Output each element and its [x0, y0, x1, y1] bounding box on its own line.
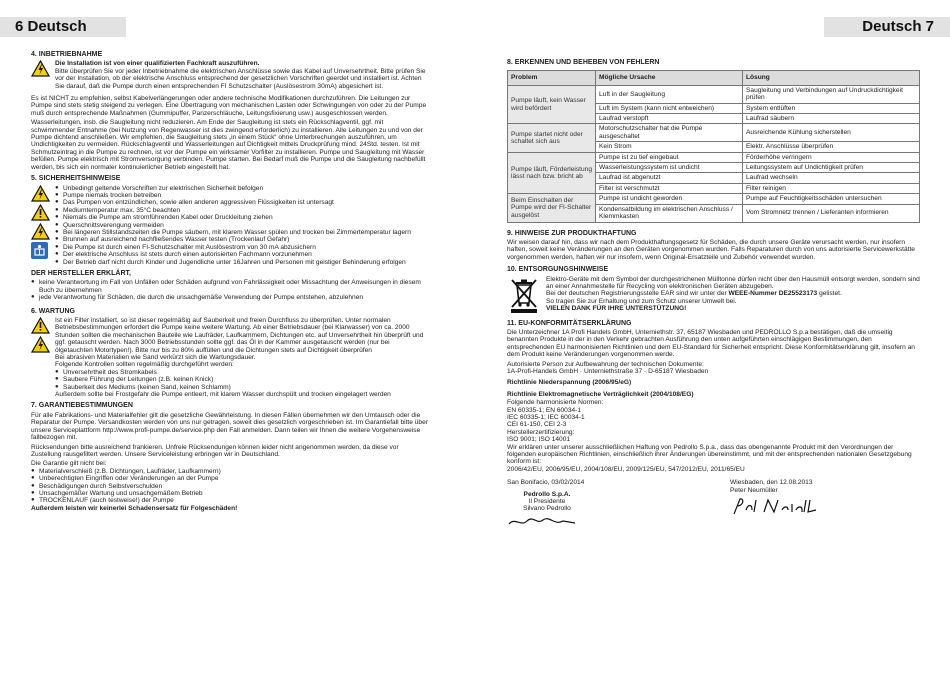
solution-cell: Elektr. Anschlüsse überprüfen: [743, 142, 920, 152]
paragraph: Wir erklären unter unserer ausschließlichen Haftung von Pedrollo S.p.a., dass das obengenannte Produkt mit den Verordnungen der folgenden europäischen Richtlinien, einschließlich ihrer Änderungen übereinstimmt, und mit der entsprechenden nationalen Gesetzgebung konform ist:: [507, 443, 912, 466]
paragraph: So tragen Sie zur Erhaltung und zum Schutz unserer Umwelt bei.: [546, 297, 737, 305]
paragraph: Autorisierte Person zur Aufbewahrung der technischen Dokumente:: [507, 360, 704, 368]
warning-block-installation: [31, 60, 428, 90]
section-title-fehler: 8. ERKENNEN UND BEHEBEN VON FEHLERN: [507, 59, 660, 66]
signature-left-date: San Bonifacio, 03/02/2014: [507, 479, 585, 487]
warranty-exclusion-item: ● Unberechtigten Eingriffen oder Veränderungen an der Pumpe: [31, 475, 428, 482]
crossed-out-bin-icon: [507, 276, 541, 314]
warranty-exclusion-item: ● TROCKENLAUF (auch testweise!) der Pumpe: [31, 497, 428, 504]
section-title-konformitaet: 11. EU-KONFORMITÄTSERKLÄRUNG: [507, 319, 632, 327]
cause-cell: Pumpe ist undicht geworden: [596, 194, 743, 204]
directive-low-voltage: Richtlinie Niederspannung (2006/95/eG): [507, 379, 632, 387]
safety-item: ● Niemals die Pumpe am stromführenden Kabel oder Druckleitung ziehen: [55, 214, 428, 221]
page-header-left: 6 Deutsch: [0, 17, 126, 37]
paragraph: Wasserleitungen, insb. die Saugleitung nicht reduzieren. Am Ende der Saugleitung ist stets ein Rückschlagventil, ggf. mit schwimmender Entnahme (bei Nutzung von Regenwasser ist dies zwingend erforderlich) zu installieren. Alle Leitungen zu und von der Pumpe dichtend anschließen. Wir empfehlen, die Saugleitung stets „in einem Stück“ ohne Unterbrechungen auszuführen, um Undichtigkeiten zu vermeiden. Rückschlagventil und Wasserleitungen auf Dichtigkeit mittels Druckprüfung mind. 24Std. testen. Ist mit Schmutzeintrag in die Pumpe zu rechnen, ist vor der Pumpe ein wirksamer Vorfilter zu installieren. Pumpe und Saugleitung mit Wasser befüllen. Pumpe elektrisch mit Stromversorgung verbinden. Pumpe starten. Bei Bedarf muß die Pumpe und die Saugleitung nachbefüllt werden, bis sich ein normaler kontinuierlicher Betrieb eingestellt hat.: [31, 119, 426, 171]
solution-cell: Förderhöhe verringern: [743, 152, 920, 162]
handwritten-signature-left: [507, 515, 577, 529]
norm-line: Herstellerzertifizierung:: [507, 428, 575, 436]
warning-icon: [31, 336, 50, 353]
cause-cell: Wasserleistungssystem ist undicht: [596, 163, 743, 173]
table-row: [508, 194, 920, 204]
table-row: [508, 152, 920, 162]
cause-cell: Kondensatbildung im elektrischen Anschluss / Klemmkasten: [596, 204, 743, 222]
paragraph: Für alle Fabrikations- und Materialfehler gilt die gesetzliche Gewährleistung. In diesen Fällen übernehmen wir den Umtausch oder die Reparatur der Pumpe. Versandkosten werden von uns nur getragen, soweit dies gesetzlich vorgeschrieben ist. Im Garantiefall bitte über unsere Serviceplattform http://www.profi-pumpe.de/service.php den Fall anmelden. Dann teilen wir Ihnen die weitere Vorgehensweise fallbezogen mit.: [31, 411, 428, 442]
paragraph: Die Unterzeichner 1A Profi Handels GmbH, Unterniethstr. 37, 65187 Wiesbaden und PEDROLLO S.p.a bestätigen, daß die umseitig benannten Produkte in der in den Verkehr gebrachten Ausführung den unten aufgeführten einschlägigen Bestimmungen, den entsprechenden EU harmonisierten Richtlinien und dem EU-Standard für Sicherheit entspricht. Diese Konformitätserklärung gilt, insofern an dem Produkt keine Veränderungen vorgenommen werde.: [507, 328, 915, 359]
norm-line: ISO 9001; ISO 14001: [507, 436, 571, 444]
problem-cell: Beim Einschalten der Pumpe wird der FI-Schalter ausgelöst: [508, 194, 596, 222]
stamp-line: Il Presidente: [528, 498, 566, 506]
company-stamp: [507, 491, 587, 513]
cause-cell: Motorschutzschalter hat die Pumpe ausgeschaltet: [596, 124, 743, 142]
solution-cell: Saugleitung und Verbindungen auf Undruckdichtigkeit prüfen: [743, 85, 920, 103]
stamp-line: Silvano Pedrollo: [523, 505, 571, 513]
safety-item: ● Der Betrieb darf nicht durch Kinder und Jugendliche unter 16Jahren und Personen mit geistiger Behinderung erfolgen: [55, 259, 428, 266]
column-header: Lösung: [743, 71, 920, 85]
safety-item: ● Querschnittsverengung vermeiden: [55, 222, 428, 229]
column-header: Problem: [508, 71, 596, 85]
signature-right: [730, 479, 920, 531]
safety-item: ● Das Pumpen von entzündlichen, sowie allen anderen aggressiven Flüssigkeiten ist untersagt: [55, 199, 428, 206]
solution-cell: Laufrad säubern: [743, 114, 920, 124]
cause-cell: Filter ist verschmutzt: [596, 183, 743, 193]
handwritten-signature-right: [730, 496, 820, 518]
maintenance-block: [31, 317, 428, 398]
manufacturer-item: ● keine Verantwortung im Fall von Unfällen oder Schäden aufgrund von Fahrlässigkeit oder Missachtung der Anweisungen in diesem Buch zu übernehmen: [31, 279, 428, 294]
weee-number: WEEE-Nummer DE25523173: [728, 290, 818, 298]
solution-cell: Leitungssystem auf Undichtigkeit prüfen: [743, 163, 920, 173]
paragraph: Außerdem sollte bei Frostgefahr die Pumpe entleert, mit klarem Wasser durchspült und trocken eingelagert werden: [55, 391, 391, 399]
table-row: [508, 124, 920, 142]
solution-cell: Ausreichende Kühlung sicherstellen: [743, 124, 920, 142]
cause-cell: Kein Strom: [596, 142, 743, 152]
signature-right-name: Peter Neumüller: [730, 486, 778, 494]
manufacturer-item: ● jede Verantwortung für Schäden, die durch die unsachgemäße Verwendung der Pumpe entstehen, abzulehnen: [31, 294, 428, 301]
section-title-inbetriebnahme: 4. INBETRIEBNAHME: [31, 51, 103, 58]
weee-text: Bei der deutschen Registrierungsstelle EAR sind wir unter der: [546, 290, 729, 298]
solution-cell: Filter reinigen: [743, 183, 920, 193]
solution-cell: Vom Stromnetz trennen / Lieferanten informieren: [743, 204, 920, 222]
cause-cell: Luft in der Saugleitung: [596, 85, 743, 103]
stamp-line: Pedrollo S.p.A.: [523, 490, 571, 498]
installation-warning-heading: Die Installation ist von einer qualifizierten Fachkraft auszuführen.: [55, 60, 260, 68]
norm-line: CEI 61-150, CEI 2-3: [507, 421, 567, 429]
norm-line: IEC 60335-1; IEC 60034-1: [507, 414, 585, 421]
norm-line: Folgende harmonisierte Normen:: [507, 399, 604, 407]
cause-cell: Laufrad ist abgenutzt: [596, 173, 743, 183]
problem-cell: Pumpe startet nicht oder schaltet sich aus: [508, 124, 596, 152]
warranty-exclusion-item: ● Unsachgemäßer Wartung und unsachgemäßem Betrieb: [31, 490, 428, 497]
manual-icon: [31, 242, 48, 259]
warning-icon: [31, 185, 50, 202]
safety-item: ● Bei längeren Stillstandszeiten die Pumpe säubern, mit klarem Wasser spülen und trocken bei Zimmertemperatur lagern: [55, 229, 428, 236]
section-title-garantie: 7. GARANTIEBESTIMMUNGEN: [31, 402, 133, 410]
left-column: [31, 48, 428, 512]
safety-item: ● Brunnen auf ausreichend nachfließendes Wasser testen (Trockenlauf Gefahr): [55, 236, 428, 243]
paragraph: Bei abrasiven Materialien wie Sand verkürzt sich die Wartungsdauer.: [55, 354, 256, 362]
safety-item: ● Der elektrische Anschluss ist stets durch einen autorisierten Fachmann vorzunehmen: [55, 251, 428, 258]
weee-text-end: gelistet.: [817, 290, 842, 298]
maintenance-item: ● Sauberkeit des Mediums (keinen Sand, keinen Schlamm): [55, 384, 428, 391]
warning-icon: [31, 204, 50, 221]
thanks-note: VIELEN DANK FÜR IHRE UNTERSTÜTZUNG!: [546, 305, 687, 313]
paragraph: Folgende Kontrollen sollten regelmäßig durchgeführt werden:: [55, 361, 234, 369]
table-row: [508, 85, 920, 103]
disposal-block: [507, 276, 920, 314]
problem-cell: Pumpe läuft, kein Wasser wird befördert: [508, 85, 596, 124]
signature-left: [507, 479, 687, 531]
page-header-right: Deutsch 7: [824, 17, 950, 37]
right-column: [507, 56, 920, 531]
manufacturer-declaration-title: DER HERSTELLER ERKLÄRT,: [31, 269, 131, 277]
problem-cell: Pumpe läuft, Förderleistung lässt nach bzw. bricht ab: [508, 152, 596, 194]
solution-cell: System entlüften: [743, 103, 920, 113]
warranty-exclusion-item: ● Beschädigungen durch Selbstverschulden: [31, 483, 428, 490]
safety-item: ● Pumpe niemals trocken betreiben: [55, 192, 428, 199]
warning-icon: [31, 60, 50, 77]
safety-item: ● Mediumtemperatur max. 35°C beachten: [55, 207, 428, 214]
signature-right-date: Wiesbaden, den 12.08.2013: [730, 479, 813, 487]
paragraph: Rücksendungen bitte ausreichend frankieren. Unfreie Rücksendungen können leider nicht angenommen werden, da diese vor Zustellung rausgefiltert werden. Unsere Serviceleistung erbringen wir in Deutschland.: [31, 443, 399, 458]
paragraph: [546, 290, 920, 297]
directive-emc: Richtlinie Elektromagnetische Verträglichkeit (2004/108/EG): [507, 390, 694, 398]
norm-line: EN 60335-1; EN 60034-1: [507, 406, 582, 414]
paragraph: 1A-Profi-Handels GmbH · Unterniethstraße 37 · D-65187 Wiesbaden: [507, 367, 709, 375]
warranty-final-note: Außerdem leisten wir keinerlei Schadensersatz für Folgeschäden!: [31, 504, 238, 512]
cause-cell: Pumpe ist zu tief eingebaut: [596, 152, 743, 162]
maintenance-item: ● Saubere Führung der Leitungen (z.B. keinen Knick): [55, 376, 428, 383]
safety-item: ● Unbedingt geltende Vorschriften zur elektrischen Sicherheit befolgen: [55, 185, 428, 192]
paragraph: Elektro-Geräte mit dem Symbol der durchgestrichenen Mülltonne dürfen nicht über den Hausmüll entsorgt werden, sondern sind an einer Annahmestelle für Recycling von elektronischen Geräten abzugeben.: [546, 275, 920, 290]
cause-cell: Luft im System (kann nicht entweichen): [596, 103, 743, 113]
warranty-exclusion-item: ● Materialverschleiß (z.B. Dichtungen, Laufräder, Laufkammern): [31, 468, 428, 475]
maintenance-item: ● Unversehrtheit des Stromkabels: [55, 369, 428, 376]
column-header: Mögliche Ursache: [596, 71, 743, 85]
installation-warning-text: Bitte überprüfen Sie vor jeder Inbetriebnahme die elektrischen Anschlüsse sowie das Kabel auf Unversehrtheit. Bitte prüfen Sie vor der Installation, ob der elektrische Anschluss entsprechend der gesetzlichen Vorschriften geerdet und installiert ist. Achten Sie darauf, daß die Pumpe durch einen entsprechenden FI Schutzschalter (Auslösestrom 30mA) abgesichert ist.: [55, 67, 426, 90]
solution-cell: Laufrad wechseln: [743, 173, 920, 183]
signature-area: [507, 479, 920, 531]
troubleshooting-table: [507, 70, 920, 222]
warning-icon: [31, 317, 50, 334]
safety-item: ● Die Pumpe ist durch einen FI-Schutzschalter mit Auslösestrom von 30 mA abzusichern: [55, 244, 428, 251]
section-title-produkthaftung: 9. HINWEISE ZUR PRODUKTHAFTUNG: [507, 229, 637, 237]
section-title-sicherheit: 5. SICHERHEITSHINWEISE: [31, 175, 121, 183]
section-title-wartung: 6. WARTUNG: [31, 307, 75, 315]
paragraph: Die Garantie gilt nicht bei:: [31, 460, 107, 468]
safety-block: [31, 185, 428, 266]
paragraph: Es ist NICHT zu empfehlen, selbst Kabelverlängerungen oder andere technische Modifikationen durchzuführen. Die Leitungen zur Pumpe sind stets stetig steigend zu verlegen. Eine Übertragung von mechanischen Lasten oder Schwingungen von oder zu der Pumpe muß durch entsprechende Maßnahmen (Gummipuffer, Panzerschläuche, Leitungsfixierung usw.) ausgeschlossen werden.: [31, 95, 427, 117]
paragraph: Wir weisen darauf hin, dass wir nach dem Produkthaftungsgesetz für Schäden, die durch unsere Geräte verursacht werden, nur insofern haften, soweit keine Veränderungen an den Geräten vorgenommen wurden. Falls Reparaturen durch von uns autorisierte Servicewerkstätte vorgenommen werden, haften wir nur insofern, wenn Original-Ersatzteile und Zubehör verwendet wurden.: [507, 238, 915, 261]
paragraph: Ist ein Filter installiert, so ist dieser regelmäßig auf Sauberkeit und freien Durchfluss zu überprüfen. Unter normalen Betriebsbestimmungen erfordert die Pumpe keine weitere Wartung. Ab einer Betriebsdauer (bei Klarwasser) von ca. 2000 Stunden sollten die mechanischen Bauteile wie Laufräder, Laufkammern, Dichtungen etc. auf Unversehrtheit hin überprüft und ggf. getauscht werden. Nach 3000 Betriebsstunden sollte ggf. das Öl in der Kammer ausgetauscht werden (nur bei ölgetauchten Motortypen!). Bitte nur bis zu 80% auffüllen und die Dichtungen stets auf Dichtigkeit überprüfen: [55, 317, 424, 354]
table-header-row: [508, 71, 920, 85]
paragraph: 2006/42/EU, 2006/95/EU, 2004/108/EU, 2009/125/EU, 547/2012/EU, 2011/65/EU: [507, 465, 745, 473]
warning-icon: [31, 223, 50, 240]
section-title-entsorgung: 10. ENTSORGUNGSHINWEISE: [507, 266, 609, 274]
cause-cell: Laufrad verstopft: [596, 114, 743, 124]
solution-cell: Pumpe auf Feuchtigkeitsschäden untersuchen: [743, 194, 920, 204]
